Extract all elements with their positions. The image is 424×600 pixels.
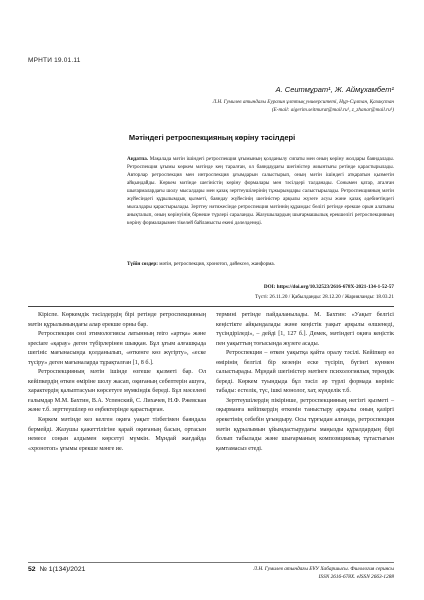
issue-number: № 1(134)/2021 xyxy=(39,566,86,573)
doi-link[interactable]: DOI: https://doi.org/10.32523/2616-678X-2021-134-1-52-57 xyxy=(263,284,394,290)
paragraph: Көркем мәтінде кез келген оқиға уақыт тізбегімен баяндала бермейді. Жазушы қажеттілігіне қарай оқиғаның басын, ортасын немесе соңын алдымен көрсетуі мүмкін. Мұндай жағдайда «хронотоп» ұғымы ерекше мәнге ие. xyxy=(28,417,206,452)
right-column xyxy=(216,311,394,454)
page-number: 52 xyxy=(28,566,36,573)
paragraph: Ретроспекция сөзі этимологиясы латынның retro «артқа» және spectare «қарау» деген түбірлерінен шыққан. Бұл ұғым алғашқыда шегініс мағынасында қолданылып, «өткенге көз жүгірту», «еске түсіру» деген мағыналарда тұрақталған [1, 8 б.]. xyxy=(28,331,206,366)
authors: А. Сеитмұрат¹, Ж. Аймұхамбет¹ xyxy=(275,85,394,94)
section-divider xyxy=(28,306,394,307)
affiliation-line: Л.Н. Гумилев атындағы Еуразия ұлттық университеті, Нұр-Сұлтан, Қазақстан xyxy=(212,99,394,105)
paragraph: Ретроспекция – өткен уақытқа қайта оралу тәсілі. Кейіпкер өз өмірінің белгілі бір кезеңін еске түсіріп, бүгінгі күнмен салыстырады. Мұндай шегіністер мәтінге психологиялық тереңдік береді. Көркем туындыда бұл тәсіл әр түрлі формада көрініс табады: естелік, түс, ішкі монолог, хат, күнделік т.б. xyxy=(216,350,394,395)
mrnti-code: МРНТИ 19.01.11 xyxy=(28,57,81,64)
keywords-label: Түйін сөздер: xyxy=(127,261,158,267)
paragraph: термині ретінде пайдаланылады. М. Бахтин: «Уақыт белгісі кеңістікте айқындалады және кеңістік уақыт арқылы өлшенеді, түсіндіріледі», – дейді [1, 127 б.]. Демек, мәтіндегі оқиға кеңістік пен уақыттың тоғысында жүзеге асады. xyxy=(216,312,394,347)
abstract-label: Аңдатпа. xyxy=(127,156,149,162)
publication-dates: Түсті: 26.11.20 / Қабылданды: 28.12.20 / Жарияланды: 18.03.21 xyxy=(254,294,394,300)
keywords-text: мәтін, ретроспекция, хронотоп, дәйексөз, жанформа. xyxy=(157,261,275,267)
affiliation xyxy=(213,99,394,114)
left-column xyxy=(28,311,206,454)
paragraph: Кіріспе. Көркемдік тәсілдердің бірі ретінде ретроспекцияның мәтін құрылымындағы алар ерекше орны бар. xyxy=(28,312,206,328)
article-title: Мәтіндегі ретроспекцияның көріну тәсілдері xyxy=(128,133,296,142)
page-footer-left xyxy=(28,566,85,573)
abstract-text: Мақалада мәтін ішіндегі ретроспекция ұғымының қолданылу сипаты мен оның көріну жолдары баяндалады. Ретроспекция ұғымы көркем мәтінде кең таралған, ол баяндаудағы шегіністер жиынтығы ретінде қарастырылады. Авторлар ретроспекция мен интроспекция ұғымдарын салыстырып, оның мәтін ішіндегі атқаратын қызметін айқындайды. Көркем мәтінде шегіністің көріну формалары мен тәсілдері талданады. Сонымен қатар, аталған шығармалардағы шолу мысалдары мен қазақ зерттеушілерінің тұжырымдары салыстырылады. Ретроспекцияның мәтін жүйесіндегі құрылымдық қызметі, баяндау жүйесінің шегіністер арқылы жүзеге асуы және қазақ әдебиетіндегі мысалдары қарастырылады. Зерттеу нәтижесінде ретроспекция мәтіннің құрамдас бөлігі ретінде ерекше орын алатыны анықталып, оның көрінуінің бірнеше түрлері сараланды. Жазушылардың шығармашылық ерекшелігі ретроспекцияның көріну формаларымен тікелей байланысты екені дәлелденеді. xyxy=(127,156,394,227)
abstract xyxy=(127,155,394,227)
paragraph: Ретроспекцияның мәтін ішінде өзгеше қызметі бар. Ол кейіпкердің өткен өміріне шолу жасап, оқиғаның себептерін ашуға, характердің қалыптасуын көрсетуге мүмкіндік береді. Бұл мәселені ғалымдар М.М. Бахтин, В.А. Успенский, С. Лихачев, Н.Ф. Ржевская және т.б. зерттеушілер өз еңбектерінде қарастырған. xyxy=(28,369,206,414)
keywords xyxy=(127,260,394,268)
page-footer-right xyxy=(253,566,394,581)
issn: ISSN 2616-678X. eISSN 2663-1288 xyxy=(318,573,394,580)
affiliation-email: (E-mail: aigerim.seitmurat@mail.ru¹, z_zhanar@mail.ru¹) xyxy=(271,106,394,113)
paragraph: Зерттеушілердің пікірінше, ретроспекцияның негізгі қызметі – оқырманға кейіпкердің өткенін таныстыру арқылы оның қазіргі әрекетінің себебін ұғындыру. Осы тұрғыдан алғанда, ретроспекция мәтін құрылымын ұйымдастырудағы маңызды құралдардың бірі болып табылады және шығарманың композициялық тұтастығын қамтамасыз етеді. xyxy=(216,397,394,452)
footer-divider xyxy=(28,562,394,563)
journal-name: Л.Н. Гумилев атындағы ЕҰУ Хабаршысы. Филология сериясы xyxy=(253,566,394,572)
